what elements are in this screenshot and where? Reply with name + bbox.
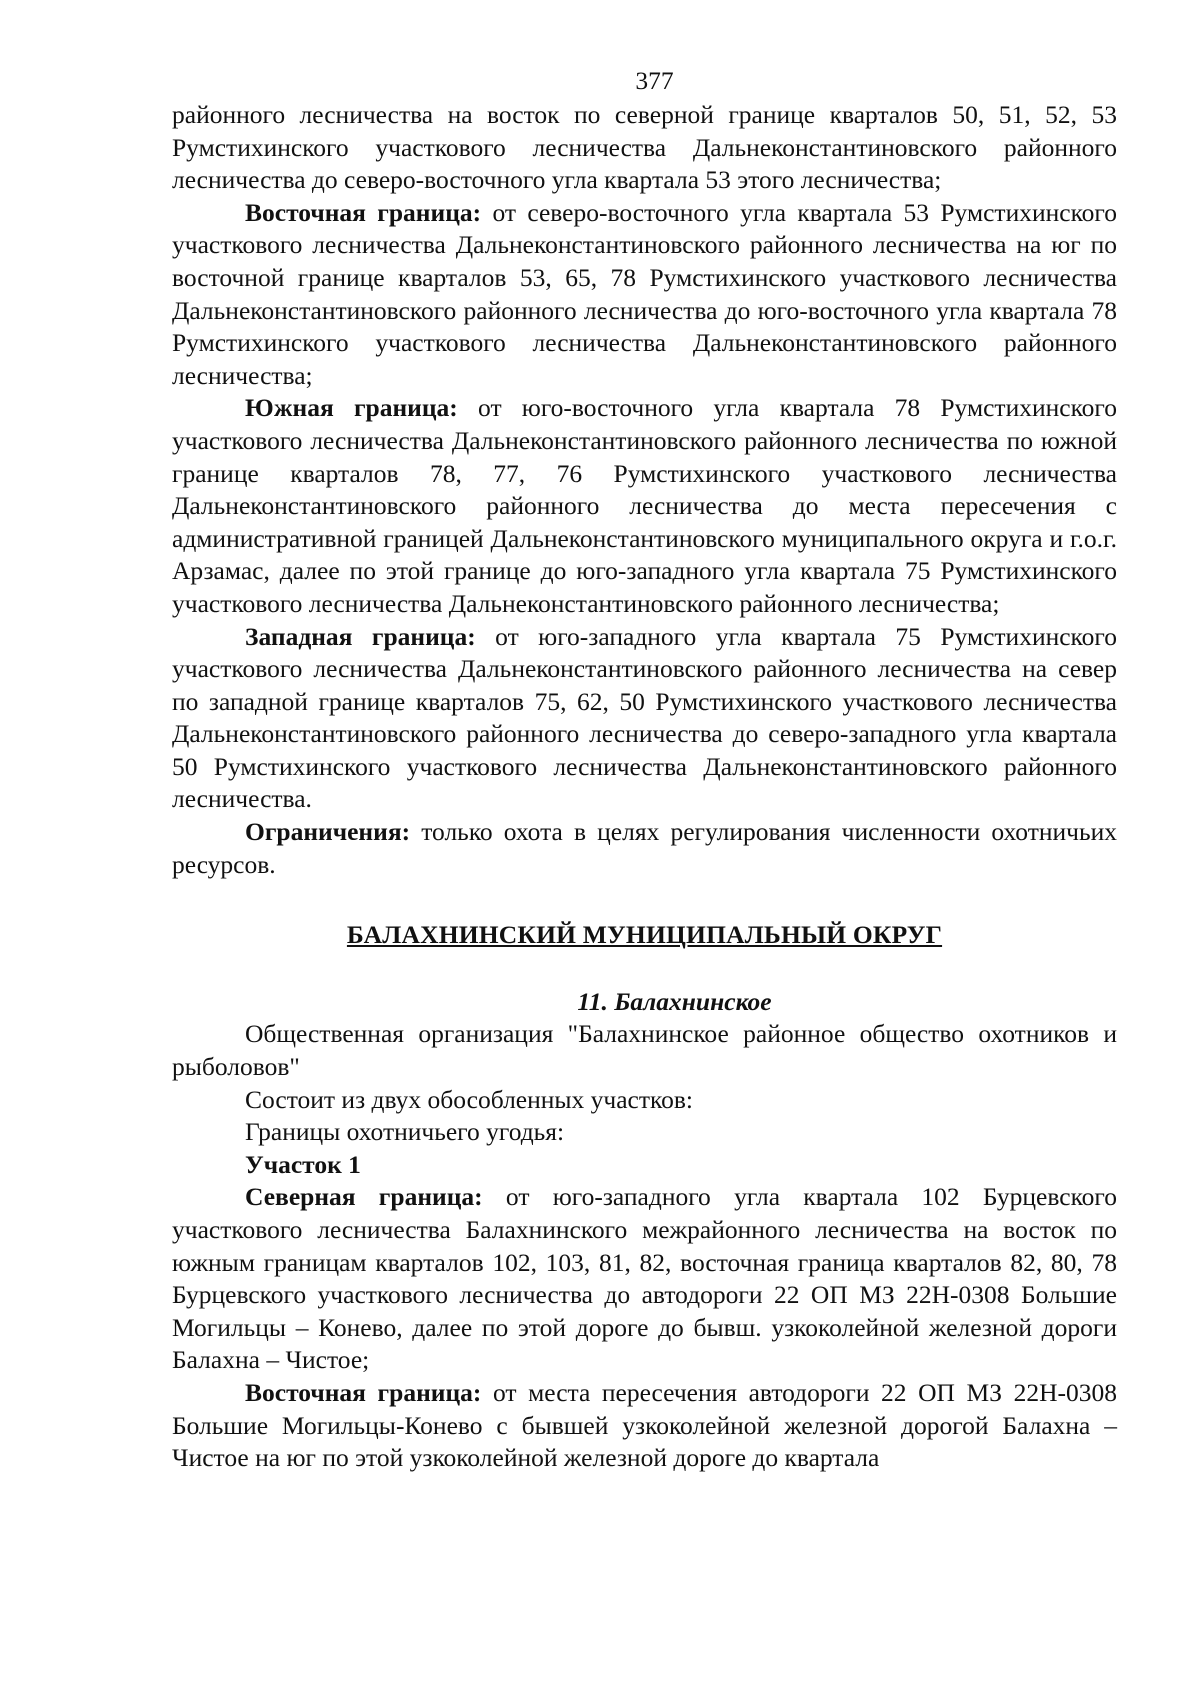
- north-boundary-label: Северная граница:: [245, 1182, 483, 1212]
- south-boundary-text: от юго-восточного угла квартала 78 Румстихинского участкового лесничества Дальнеконстантиновского районного лесничества по южной границе кварталов 78, 77, 76 Румстихинского участкового лесничества Дальнеконстантиновского районного лесничества до места пересечения с административной границей Дальнеконстантиновского муниципального округа и г.о.г. Арзамас, далее по этой границе до юго-западного угла квартала 75 Румстихинского участкового лесничества Дальнеконстантиновского районного лесничества;: [172, 393, 1117, 618]
- west-boundary-text: от юго-западного угла квартала 75 Румстихинского участкового лесничества Дальнеконстантиновского районного лесничества на север по западной границе кварталов 75, 62, 50 Румстихинского участкового лесничества Дальнеконстантиновского районного лесничества до северо-западного угла квартала 50 Румстихинского участкового лесничества Дальнеконстантиновского районного лесничества.: [172, 621, 1117, 814]
- plot-title: [172, 1149, 1117, 1182]
- east-boundary-2-text: от места пересечения автодороги 22 ОП МЗ 22Н-0308 Большие Могильцы-Конево с бывшей узкоколейной железной дорогой Балахна – Чистое на юг по этой узкоколейной железной дороге до квартала: [172, 1377, 1117, 1473]
- district-heading: БАЛАХНИНСКИЙ МУНИЦИПАЛЬНЫЙ ОКРУГ: [346, 920, 943, 950]
- restrictions-paragraph: [172, 816, 1117, 881]
- west-boundary-label: Западная граница:: [245, 621, 476, 651]
- boundaries-title: Границы охотничьего угодья:: [245, 1117, 565, 1147]
- south-boundary-paragraph: [172, 392, 1117, 620]
- hunting-ground-title: 11. Балахнинское: [577, 986, 772, 1016]
- composition-paragraph: Состоит из двух обособленных участков:: [245, 1084, 693, 1114]
- document-page: [172, 66, 1117, 1475]
- plot-title-text: Участок 1: [245, 1149, 361, 1179]
- east-boundary-2-label: Восточная граница:: [245, 1377, 482, 1407]
- east-boundary-2-paragraph: [172, 1377, 1117, 1475]
- east-boundary-label: Восточная граница:: [245, 197, 482, 227]
- restrictions-text: только охота в целях регулирования численности охотничьих ресурсов.: [172, 817, 1117, 879]
- intro-paragraph: районного лесничества на восток по северной границе кварталов 50, 51, 52, 53 Румстихинского участкового лесничества Дальнеконстантиновского районного лесничества до северо-восточного угла квартала 53 этого лесничества;: [172, 100, 1117, 195]
- page-number: 377: [635, 66, 674, 95]
- east-boundary-paragraph: [172, 197, 1117, 393]
- north-boundary-text: от юго-западного угла квартала 102 Бурцевского участкового лесничества Балахнинского межрайонного лесничества на восток по южным границам кварталов 102, 103, 81, 82, восточная граница кварталов 82, 80, 78 Бурцевского участкового лесничества до автодороги 22 ОП МЗ 22Н-0308 Большие Могильцы – Конево, далее по этой дороге до бывш. узкоколейной железной дороги Балахна – Чистое;: [172, 1182, 1118, 1375]
- east-boundary-text: от северо-восточного угла квартала 53 Румстихинского участкового лесничества Дальнеконстантиновского районного лесничества на юг по восточной границе кварталов 53, 65, 78 Румстихинского участкового лесничества Дальнеконстантиновского районного лесничества до юго-восточного угла квартала 78 Румстихинского участкового лесничества Дальнеконстантиновского районного лесничества;: [172, 197, 1117, 390]
- restrictions-label: Ограничения:: [245, 817, 411, 847]
- south-boundary-label: Южная граница:: [245, 393, 458, 423]
- organization-paragraph: Общественная организация "Балахнинское районное общество охотников и рыболовов": [172, 1019, 1117, 1082]
- north-boundary-paragraph: [172, 1181, 1117, 1377]
- west-boundary-paragraph: [172, 621, 1117, 817]
